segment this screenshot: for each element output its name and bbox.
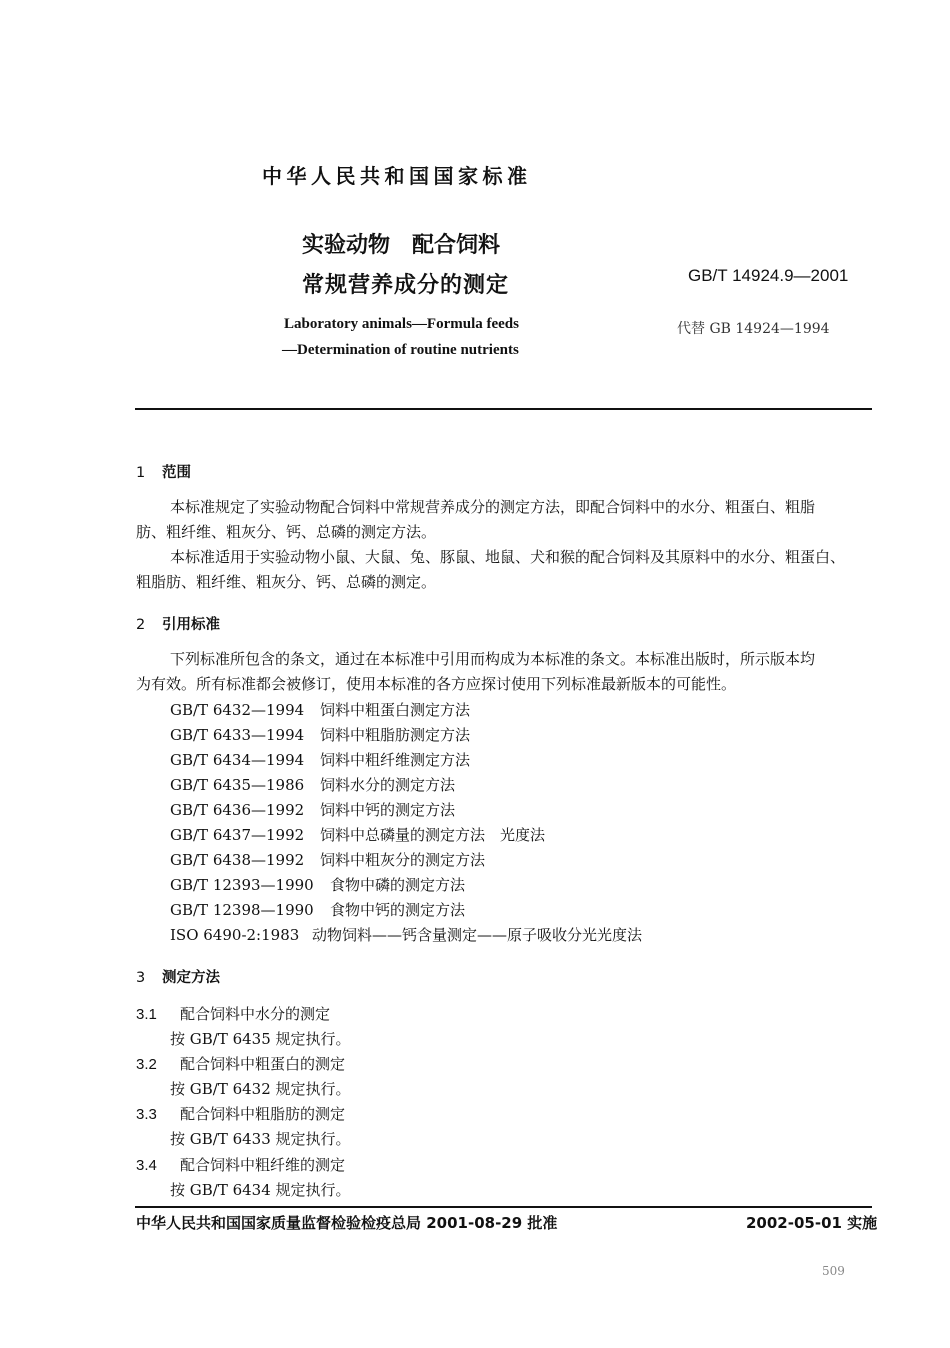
- subsection-3-4-heading: [136, 1154, 345, 1175]
- section-1-paragraph-2-line-2: 粗脂肪、粗纤维、粗灰分、钙、总磷的测定。: [136, 573, 437, 591]
- section-title: 引用标准: [162, 617, 220, 633]
- subsection-3-2-body: 按 GB/T 6432 规定执行。: [170, 1080, 351, 1098]
- section-2-heading: [136, 613, 220, 634]
- section-3-heading: [136, 966, 220, 987]
- reference-name: 食物中钙的测定方法: [330, 901, 466, 919]
- section-1-heading: [136, 461, 191, 482]
- section-title: 范围: [162, 465, 191, 481]
- subsection-number: 3.4: [136, 1157, 157, 1174]
- subsection-3-4-body: 按 GB/T 6434 规定执行。: [170, 1181, 351, 1199]
- subsection-3-3-body: 按 GB/T 6433 规定执行。: [170, 1130, 351, 1148]
- section-1-paragraph-2-line-1: 本标准适用于实验动物小鼠、大鼠、兔、豚鼠、地鼠、犬和猴的配合饲料及其原料中的水分、粗蛋白、: [170, 548, 846, 566]
- reference-code: GB/T 6433—1994: [170, 726, 305, 744]
- reference-row: [170, 874, 465, 895]
- reference-code: GB/T 12393—1990: [170, 876, 314, 894]
- reference-code: GB/T 6437—1992: [170, 826, 305, 844]
- section-title: 测定方法: [162, 970, 220, 986]
- reference-code: GB/T 6438—1992: [170, 851, 305, 869]
- reference-name: 动物饲料——钙含量测定——原子吸收分光光度法: [312, 926, 643, 944]
- reference-code: GB/T 6434—1994: [170, 751, 305, 769]
- reference-code: GB/T 12398—1990: [170, 901, 314, 919]
- reference-row: [170, 749, 470, 770]
- reference-row: [170, 849, 485, 870]
- title-en-line-2: —Determination of routine nutrients: [282, 342, 519, 358]
- replaces-standard: 代替 GB 14924—1994: [677, 321, 830, 337]
- implementation-date: 2002-05-01 实施: [746, 1214, 878, 1232]
- reference-row: [170, 824, 545, 845]
- reference-name: 饲料中粗脂肪测定方法: [320, 726, 471, 744]
- reference-row: [170, 724, 470, 745]
- reference-code: ISO 6490-2:1983: [170, 926, 300, 944]
- reference-name: 饲料中粗蛋白测定方法: [320, 701, 471, 719]
- reference-row: [170, 799, 455, 820]
- reference-name: 饲料水分的测定方法: [320, 776, 456, 794]
- standard-number: GB/T 14924.9—2001: [688, 266, 849, 285]
- subsection-number: 3.3: [136, 1106, 157, 1123]
- section-number: 3: [136, 970, 146, 986]
- subsection-number: 3.2: [136, 1056, 157, 1073]
- section-2-paragraph-line-1: 下列标准所包含的条文，通过在本标准中引用而构成为本标准的条文。本标准出版时，所示版本均: [170, 650, 816, 668]
- reference-code: GB/T 6435—1986: [170, 776, 305, 794]
- reference-row: [170, 774, 455, 795]
- reference-name: 饲料中粗纤维测定方法: [320, 751, 471, 769]
- reference-row: [170, 899, 465, 920]
- section-1-paragraph-1-line-2: 肪、粗纤维、粗灰分、钙、总磷的测定方法。: [136, 523, 437, 541]
- title-en-line-1: Laboratory animals—Formula feeds: [284, 316, 519, 332]
- reference-row: [170, 924, 642, 945]
- subsection-number: 3.1: [136, 1006, 157, 1023]
- subsection-title: 配合饲料中粗脂肪的测定: [180, 1105, 346, 1123]
- subsection-3-2-heading: [136, 1053, 345, 1074]
- section-number: 1: [136, 465, 146, 481]
- section-1-paragraph-1-line-1: 本标准规定了实验动物配合饲料中常规营养成分的测定方法，即配合饲料中的水分、粗蛋白、粗脂: [170, 498, 816, 516]
- subsection-3-3-heading: [136, 1103, 345, 1124]
- header-rule: [135, 408, 872, 410]
- footer-rule: [135, 1206, 872, 1208]
- subsection-title: 配合饲料中粗纤维的测定: [180, 1156, 346, 1174]
- reference-name: 饲料中总磷量的测定方法 光度法: [320, 826, 546, 844]
- section-2-paragraph-line-2: 为有效。所有标准都会被修订，使用本标准的各方应探讨使用下列标准最新版本的可能性。: [136, 675, 737, 693]
- subsection-3-1-body: 按 GB/T 6435 规定执行。: [170, 1030, 351, 1048]
- reference-code: GB/T 6436—1992: [170, 801, 305, 819]
- reference-code: GB/T 6432—1994: [170, 701, 305, 719]
- page-number: 509: [822, 1264, 845, 1278]
- subsection-title: 配合饲料中水分的测定: [180, 1005, 331, 1023]
- reference-row: [170, 699, 470, 720]
- title-zh-line-1: 实验动物 配合饲料: [302, 233, 501, 258]
- title-zh-line-2: 常规营养成分的测定: [302, 273, 510, 298]
- section-number: 2: [136, 617, 146, 633]
- reference-name: 饲料中钙的测定方法: [320, 801, 456, 819]
- national-standard-heading: 中华人民共和国国家标准: [262, 164, 532, 188]
- reference-name: 食物中磷的测定方法: [330, 876, 466, 894]
- approval-line: 中华人民共和国国家质量监督检验检疫总局 2001-08-29 批准: [136, 1214, 558, 1232]
- subsection-title: 配合饲料中粗蛋白的测定: [180, 1055, 346, 1073]
- reference-name: 饲料中粗灰分的测定方法: [320, 851, 486, 869]
- subsection-3-1-heading: [136, 1003, 330, 1024]
